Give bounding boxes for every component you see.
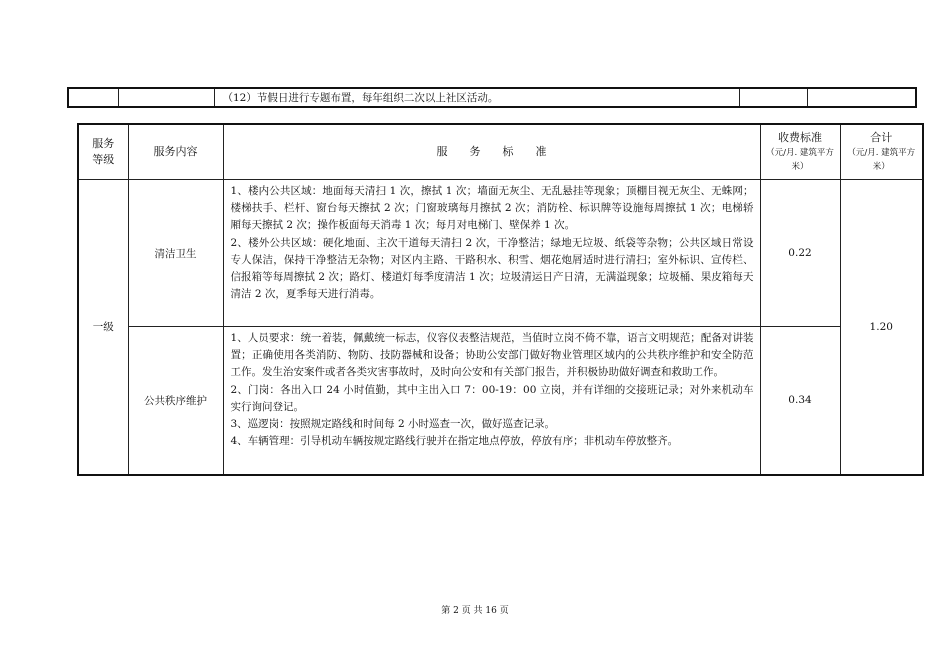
continuation-table <box>67 87 917 108</box>
standard-paragraph: 2、门岗：各出入口 24 小时值勤，其中主出入口 7：00-19：00 立岗，并有详细的交接班记录；对外来机动车实行询问登记。 <box>230 383 754 413</box>
service-standard-cell <box>223 327 760 475</box>
service-content-cell: 清洁卫生 <box>128 180 223 327</box>
service-standard-cell <box>223 180 760 327</box>
header-fee: 收费标准 （元/月. 建筑平方 米） <box>760 124 840 180</box>
page-number: 第 2 页 共 16 页 <box>441 606 509 616</box>
table-row <box>78 180 923 327</box>
service-level-cell: 一级 <box>78 180 128 475</box>
total-cell: 1.20 <box>840 180 923 475</box>
table-cell <box>807 88 916 107</box>
table-cell <box>68 88 118 107</box>
service-content-cell: 公共秩序维护 <box>128 327 223 475</box>
table-row <box>78 327 923 475</box>
table-cell <box>739 88 807 107</box>
table-cell <box>118 88 214 107</box>
standard-paragraph: 2、楼外公共区域：硬化地面、主次干道每天清扫 2 次，干净整洁；绿地无垃圾、纸袋等杂物；公共区域日常设专人保洁，保持干净整洁无杂物；对区内主路、干路积水、积雪、烟花炮屑适时进行清扫；室外标识、宣传栏、信报箱等每周擦拭 2 次；路灯、楼道灯每季度清洁 1 次；垃圾清运日产日清，无满溢现象；垃圾桶、果皮箱每天清洁 2 次，夏季每天进行消毒。 <box>230 236 754 301</box>
standard-paragraph: 3、巡逻岗：按照规定路线和时间每 2 小时巡查一次，做好巡查记录。 <box>230 418 556 431</box>
header-level: 服务 等级 <box>78 124 128 180</box>
fee-cell: 0.34 <box>760 327 840 475</box>
header-total: 合计 （元/月. 建筑平方 米） <box>840 124 923 180</box>
service-standard-table <box>77 123 924 476</box>
table-header-row <box>78 124 923 180</box>
standard-paragraph: 4、车辆管理：引导机动车辆按规定路线行驶并在指定地点停放，停放有序；非机动车停放整齐。 <box>230 435 679 448</box>
header-content: 服务内容 <box>128 124 223 180</box>
table-cell: （12）节假日进行专题布置，每年组织二次以上社区活动。 <box>214 88 739 107</box>
standard-paragraph: 1、楼内公共区域：地面每天清扫 1 次，擦拭 1 次；墙面无灰尘、无乱悬挂等现象；顶棚目视无灰尘、无蛛网；楼梯扶手、栏杆、窗台每天擦拭 2 次；门窗玻璃每月擦拭 2 次；消防栓、标识牌等设施每周擦拭 1 次；电梯轿厢每天擦拭 2 次；操作板面每天消毒 1 次；每月对电梯门、壁保养 1 次。 <box>230 185 754 232</box>
fee-cell: 0.22 <box>760 180 840 327</box>
table-row <box>68 88 916 107</box>
standard-paragraph: 1、人员要求：统一着装，佩戴统一标志，仪容仪表整洁规范，当值时立岗不倚不靠，语言文明规范；配备对讲装置；正确使用各类消防、物防、技防器械和设备；协助公安部门做好物业管理区域内的公共秩序维护和安全防范工作。发生治安案件或者各类灾害事故时，及时向公安和有关部门报告，并积极协助做好调查和救助工作。 <box>230 332 754 379</box>
header-standard: 服 务 标 准 <box>223 124 760 180</box>
